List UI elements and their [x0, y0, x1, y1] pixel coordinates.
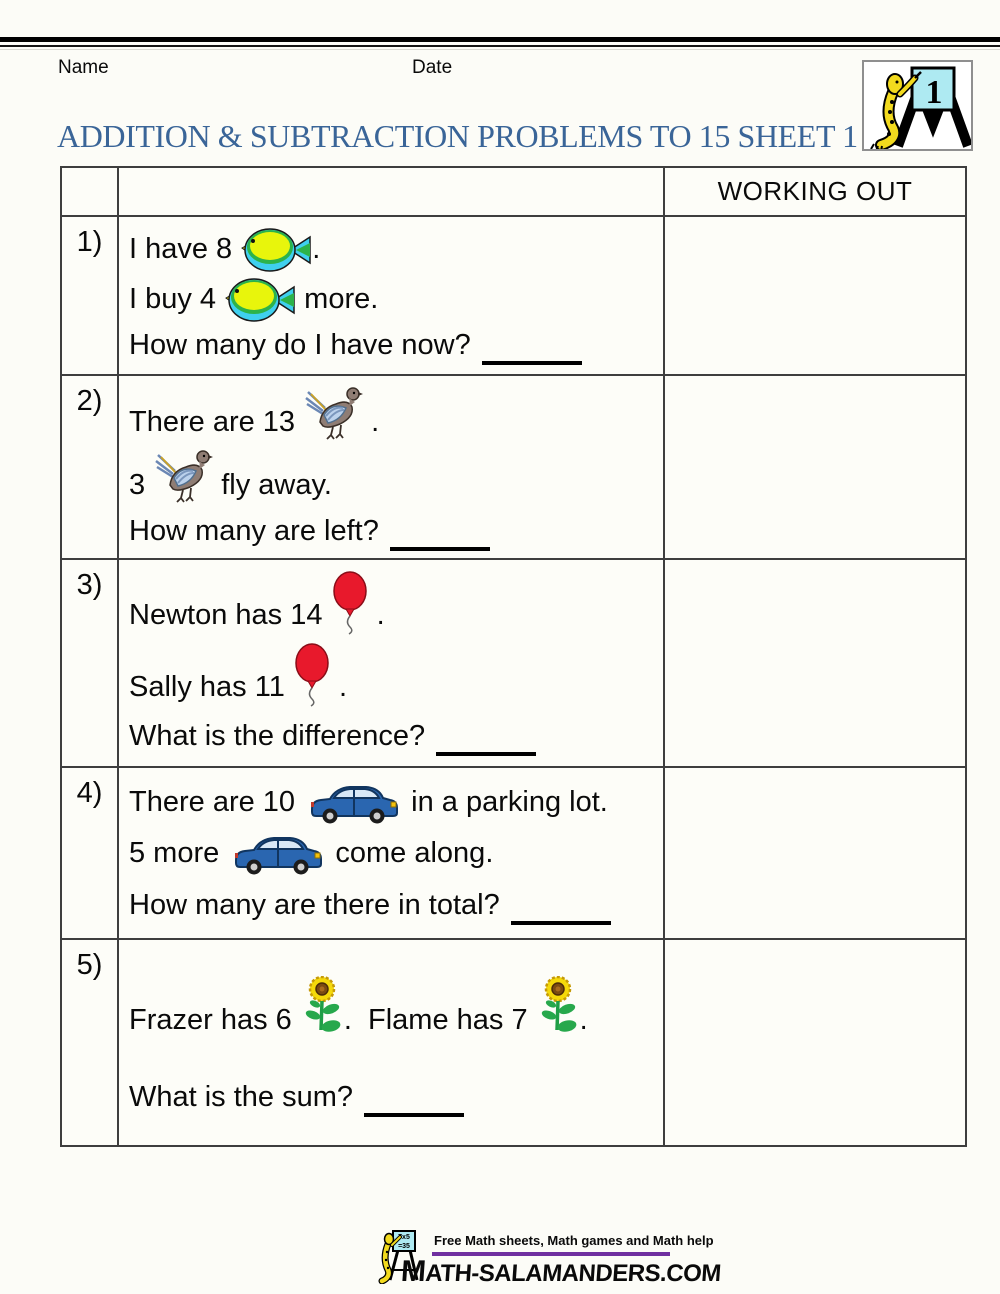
fish-icon — [240, 226, 312, 274]
top-rule-thin — [0, 45, 1000, 47]
footer-site-name: MATH-SALAMANDERS.COM — [399, 1255, 722, 1288]
problem-text: . — [363, 405, 380, 438]
working-out-cell — [665, 560, 965, 768]
problem-text: What is the difference? — [129, 719, 434, 752]
date-label: Date — [412, 57, 453, 78]
problem-line — [129, 716, 659, 756]
answer-blank — [511, 915, 611, 925]
problem-line — [129, 782, 659, 822]
problem-text: Frazer has 6 — [129, 1004, 300, 1036]
problem-text: There are 10 — [129, 785, 304, 818]
header-cell-working-out: WORKING OUT — [665, 168, 965, 217]
fish-icon — [224, 276, 296, 324]
working-out-cell — [665, 940, 965, 1145]
problem-text: I buy 4 — [129, 282, 225, 315]
problem-text: . — [579, 1004, 588, 1036]
working-out-cell — [665, 768, 965, 940]
problem-line — [129, 571, 659, 635]
problem-text: There are 13 — [129, 405, 304, 438]
row-number: 4) — [62, 768, 119, 940]
row-number: 3) — [62, 560, 119, 768]
problem-text: How many do I have now? — [129, 329, 479, 362]
worksheet-table — [60, 166, 967, 1147]
problem-line — [129, 511, 659, 551]
page-title: ADDITION & SUBTRACTION PROBLEMS TO 15 SHEET 1 — [57, 118, 858, 154]
problem-text: . — [312, 232, 321, 265]
problem-cell — [119, 768, 665, 940]
math-salamanders-logo — [862, 60, 973, 151]
problem-line — [129, 976, 659, 1040]
header-cell-problem — [119, 168, 665, 217]
footer-tagline: Free Math sheets, Math games and Math help — [434, 1233, 714, 1248]
problem-line — [129, 447, 659, 505]
car-icon — [307, 783, 399, 825]
sunflower-icon — [300, 976, 344, 1040]
answer-blank — [364, 1107, 464, 1117]
header-cell-number — [62, 168, 119, 217]
problem-text: How many are left? — [129, 514, 387, 547]
footer — [378, 1228, 722, 1288]
problem-cell — [119, 376, 665, 560]
salamander-easel-icon — [864, 62, 971, 149]
problem-text: What is the sum? — [129, 1081, 362, 1113]
bird-icon — [303, 384, 363, 441]
row-number: 2) — [62, 376, 119, 560]
problem-cell — [119, 560, 665, 768]
balloon-icon — [293, 643, 331, 707]
answer-blank — [436, 746, 536, 756]
sunflower-icon — [536, 976, 580, 1040]
answer-blank — [482, 355, 582, 365]
problem-cell — [119, 217, 665, 376]
problem-text: more. — [296, 282, 379, 315]
row-number: 1) — [62, 217, 119, 376]
problem-text: . — [368, 598, 385, 631]
problem-line — [129, 833, 659, 873]
problem-line — [129, 885, 659, 925]
problem-text: Newton has 14 — [129, 598, 331, 631]
name-label: Name — [58, 57, 109, 78]
problem-text: . Flame has 7 — [343, 1004, 536, 1036]
row-number: 5) — [62, 940, 119, 1145]
problem-line — [129, 325, 659, 365]
problem-text: Sally has 11 — [129, 671, 293, 703]
logo-badge-number: 1 — [925, 74, 943, 111]
problem-text: fly away. — [213, 469, 332, 501]
balloon-icon — [331, 571, 369, 635]
problem-text: 3 — [129, 469, 154, 501]
problem-text: . — [330, 671, 348, 703]
problem-line — [129, 276, 659, 319]
footer-board-line1: 7x5 — [398, 1234, 410, 1241]
bird-icon — [153, 447, 213, 504]
problem-line — [129, 1077, 659, 1117]
problem-line — [129, 643, 659, 707]
problem-text: come along. — [327, 837, 494, 869]
problem-line — [129, 226, 659, 269]
problem-text: in a parking lot. — [403, 785, 608, 818]
problem-line — [129, 384, 659, 442]
answer-blank — [390, 541, 490, 551]
problem-text: I have 8 — [129, 232, 241, 265]
working-out-cell — [665, 376, 965, 560]
working-out-cell — [665, 217, 965, 376]
problem-text: How many are there in total? — [129, 888, 508, 921]
car-icon — [231, 834, 323, 876]
footer-board-line2: =35 — [398, 1243, 410, 1250]
top-rule-thick — [0, 37, 1000, 42]
problem-cell — [119, 940, 665, 1145]
problem-text: 5 more — [129, 837, 228, 869]
top-rule-faint — [0, 49, 1000, 50]
